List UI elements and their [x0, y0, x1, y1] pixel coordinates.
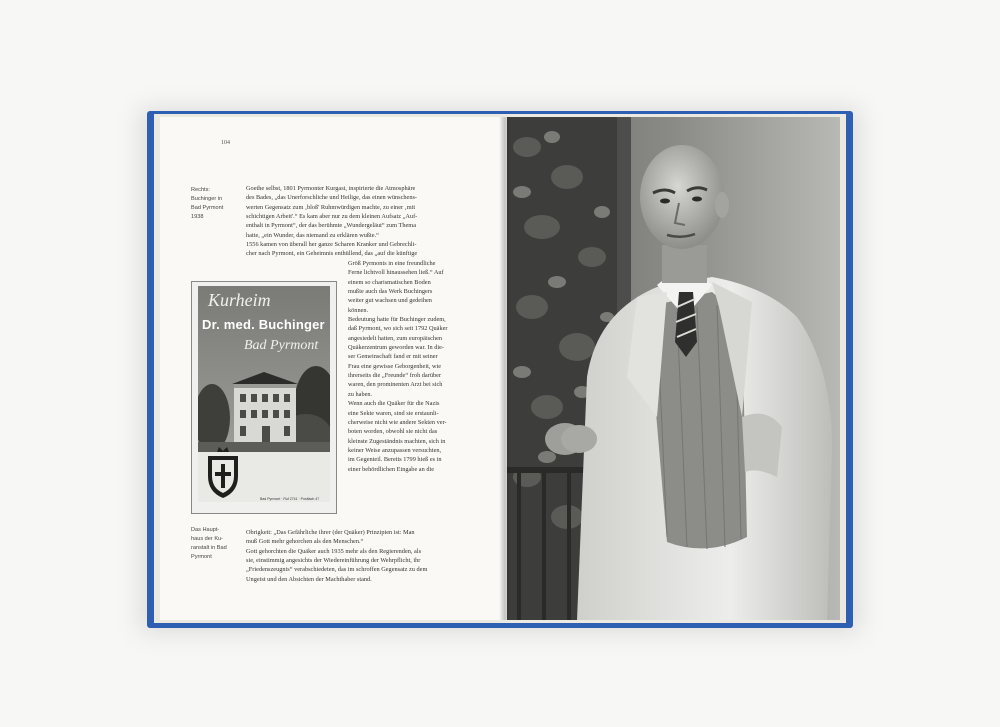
body-text-column [348, 259, 448, 474]
caption-line: 1938 [191, 214, 204, 220]
portrait-photo [507, 117, 840, 620]
text-line: 1556 kamen von überall her ganze Scharen Kranker und Gebrechli- [246, 241, 417, 249]
kurheim-poster [191, 281, 337, 514]
poster-title-script: Kurheim [208, 290, 271, 310]
caption-line: haus der Ku- [191, 536, 224, 542]
text-line: waren, den prominenten Arzt bei sich [348, 381, 443, 389]
text-line: boten worden, obwohl sie nicht das [348, 428, 438, 436]
book-gutter [499, 117, 511, 620]
portrait-illustration [507, 117, 840, 620]
poster-title-place: Bad Pyrmont [244, 338, 319, 353]
text-line: Ungeist und den Absichten der Machthaber stand. [246, 575, 372, 583]
text-line: schichtigen Arbeit'.“ Es kam aber nur zu dem kleinen Aufsatz „Auf- [246, 213, 418, 221]
page-number: 104 [221, 140, 230, 146]
text-line: ser Gemeinschaft fand er mit seiner [348, 353, 438, 361]
text-line: angesiedelt hatten, zum europäischen [348, 334, 443, 342]
text-line: Größ Pyrmonts in eine freundliche [348, 260, 436, 267]
text-line: muß Gott mehr gehorchen als den Menschen.“ [246, 538, 364, 546]
poster-title-main: Dr. med. Buchinger [202, 317, 325, 332]
text-line: Frau eine gewisse Geborgenheit, wie [348, 362, 442, 370]
caption-bottom [191, 526, 237, 562]
text-line: kleinste Zugeständnis machten, sich in [348, 437, 446, 445]
text-line: enthalt in Pyrmont“, der das berühmte „Wundergeläut“ zum Thema [246, 222, 417, 230]
text-line: cherweise nicht wie andere Sekten ver- [348, 418, 447, 426]
text-line: Obrigkeit: „Das Gefährliche ihrer (der Quäker) Prinzipien ist: Man [246, 529, 415, 536]
poster-footer: Bad Pyrmont · Ruf 2741 · Postfach 47 [260, 497, 320, 501]
text-line: Quäkerzentrum geworden war. In die- [348, 344, 444, 352]
text-line: hatte, „ein Wunder, das niemand zu erklären wußte.“ [246, 231, 379, 239]
poster-artwork [198, 286, 330, 502]
text-line: des Bades, „das Unerforschliche und Heilige, das einen wünschens- [246, 194, 418, 202]
caption-line: Bad Pyrmont [191, 205, 224, 211]
caption-line: Das Haupt- [191, 527, 220, 533]
caption-line: Buchinger in [191, 196, 223, 202]
text-line: werten Gegensatz zum ‚bloß' Ruhmwürdigen machte, zu einer ‚mit [246, 203, 416, 211]
caption-top [191, 186, 237, 222]
text-line: können. [348, 306, 369, 314]
text-line: einer behördlichen Eingabe an die [348, 465, 435, 473]
body-text-bottom [246, 528, 427, 584]
text-line: Goethe selbst, 1801 Pyrmonter Kurgast, inspirierte die Atmosphäre [246, 185, 416, 192]
text-line: keiner Weise anzupassen versuchten, [348, 446, 442, 454]
text-line: cher nach Pyrmont, ein Geheimnis enthüllend, das „auf die künftige [246, 250, 418, 258]
text-line: „Friedenszeugnis“ verabschiedeten, das im schroffen Gegensatz zu dem [246, 566, 428, 574]
caption-line: Rechts: [191, 187, 210, 193]
text-line: ihrerseits die „Freunde“ froh darüber [348, 372, 442, 380]
text-line: im Gegenteil. Bereits 1799 hieß es in [348, 456, 442, 464]
text-line: zu haben. [348, 390, 373, 398]
text-line: Wenn auch die Quäker für die Nazis [348, 400, 440, 408]
caption-line: ranstalt in Bad [191, 545, 227, 551]
text-line: eine Sekte waren, sind sie erstaunli- [348, 409, 439, 417]
text-line: einem so charismatischen Boden [348, 278, 431, 286]
text-line: weiter gut wachsen und gedeihen [348, 297, 432, 305]
text-line: Gott gehorchten die Quäker auch 1935 mehr als den Regierenden, als [246, 547, 422, 555]
text-line: Bedeutung hatte für Buchinger zudem, [348, 316, 446, 324]
text-line: Ferne lichtvoll hinaussehen ließ.“ Auf [348, 269, 444, 277]
text-line: sie, einstimmig angesichts der Wiedereinführung der Wehrpflicht, ihr [246, 557, 421, 565]
body-text-top [246, 184, 417, 259]
caption-line: Pyrmont [191, 554, 212, 560]
text-line: daß Pyrmont, wo sich seit 1792 Quäker [348, 325, 448, 333]
text-line: mußte auch das Werk Buchingers [348, 288, 433, 296]
